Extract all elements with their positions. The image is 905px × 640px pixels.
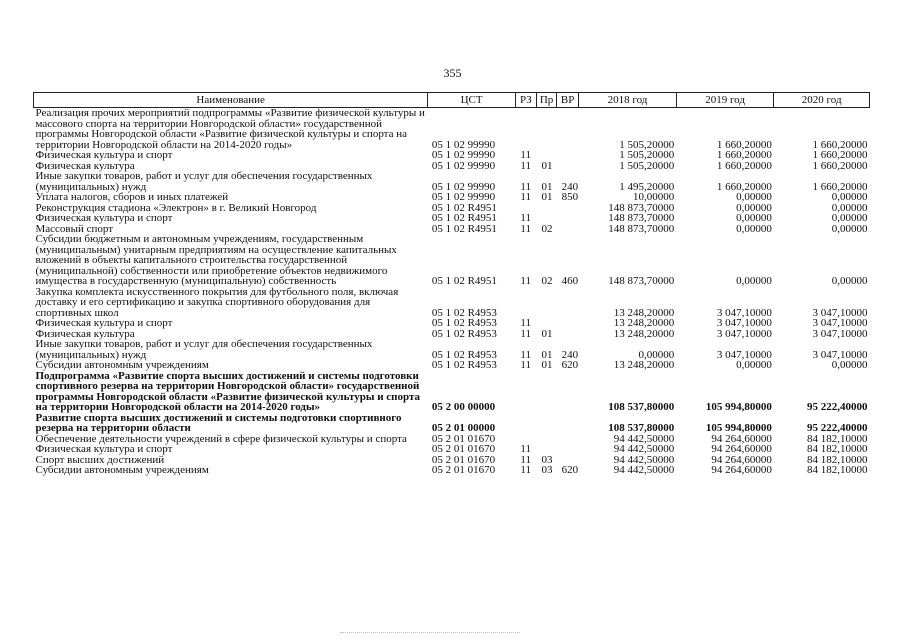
cell-name: Закупка комплекта искусственного покрытия для футбольного поля, включая доставку и его сертификацию и закупка спортивного оборудования для спортивных школ xyxy=(35,285,399,319)
cell-2020: 84 182,10000 xyxy=(807,443,868,455)
cell-rz: 11 xyxy=(520,464,531,476)
cell-pr xyxy=(536,203,556,214)
cell-vr xyxy=(557,213,579,224)
cell-cst: 05 1 02 R4951 xyxy=(431,222,497,235)
cell-pr: 01 xyxy=(541,327,553,340)
cell-cst: 05 1 02 R4953 xyxy=(431,348,497,361)
cell-vr: 240 xyxy=(561,348,579,361)
cell-2020: 1 660,20000 xyxy=(812,138,868,151)
cell-name: Физическая культура и спорт xyxy=(35,443,173,455)
cell-pr xyxy=(536,444,556,455)
cell-2018: 94 442,50000 xyxy=(613,432,675,445)
cell-2019: 1 660,20000 xyxy=(716,159,772,172)
cell-name: Массовый спорт xyxy=(35,222,114,235)
cell-2019: 3 047,10000 xyxy=(716,327,772,340)
cell-vr xyxy=(557,371,579,413)
cell-name: Подпрограмма «Развитие спорта высших достижений и системы подготовки спортивного резерва на территории Новгородской области» государственной программы Новгородской области «Развитие физической культуры и спорта на территории Новгородской области на 2014-2020 годы» xyxy=(35,369,421,413)
cell-2020: 0,00000 xyxy=(831,201,868,214)
cell-2019: 1 660,20000 xyxy=(716,138,772,151)
cell-name: Обеспечение деятельности учреждений в сфере физической культуры и спорта xyxy=(35,432,407,445)
cell-pr xyxy=(536,287,556,319)
cell-cst: 05 1 02 R4951 xyxy=(431,201,497,214)
cell-rz: 11 xyxy=(520,327,531,340)
cell-2018: 108 537,80000 xyxy=(608,422,675,434)
table-row xyxy=(34,287,870,319)
cell-2019: 0,00000 xyxy=(736,359,772,371)
cell-vr: 620 xyxy=(561,464,579,476)
cell-pr xyxy=(536,434,556,445)
cell-rz: 11 xyxy=(520,149,531,161)
cell-vr xyxy=(557,203,579,214)
table-row xyxy=(34,444,870,455)
table-row xyxy=(34,371,870,413)
cell-rz: 11 xyxy=(520,317,531,329)
cell-pr: 01 xyxy=(541,159,553,172)
cell-2019: 0,00000 xyxy=(736,275,772,287)
cell-2018: 1 505,20000 xyxy=(619,159,675,172)
cell-2018: 108 537,80000 xyxy=(608,401,675,413)
cell-2018: 148 873,70000 xyxy=(608,222,675,235)
table-row xyxy=(34,318,870,329)
cell-2019: 3 047,10000 xyxy=(716,317,772,329)
cell-2019: 0,00000 xyxy=(736,201,772,214)
cell-name: Уплата налогов, сборов и иных платежей xyxy=(35,191,229,203)
cell-pr xyxy=(536,413,556,434)
cell-2019: 3 047,10000 xyxy=(716,306,772,319)
cell-cst: 05 1 02 R4953 xyxy=(431,327,497,340)
cell-vr xyxy=(557,329,579,340)
header-2018: 2018 год xyxy=(579,93,677,108)
cell-cst: 05 1 02 R4951 xyxy=(431,212,497,224)
cell-rz: 11 xyxy=(520,453,531,466)
cell-name: Иные закупки товаров, работ и услуг для обеспечения государственных (муниципальных) нужд xyxy=(35,338,373,361)
cell-2018: 94 442,50000 xyxy=(613,443,675,455)
cell-cst: 05 2 01 01670 xyxy=(431,443,496,455)
cell-2020: 84 182,10000 xyxy=(807,464,868,476)
cell-rz: 11 xyxy=(520,359,531,371)
cell-vr xyxy=(557,434,579,445)
cell-2019: 94 264,60000 xyxy=(711,453,772,466)
cell-2020: 0,00000 xyxy=(831,191,868,203)
table-row xyxy=(34,360,870,371)
cell-2020: 0,00000 xyxy=(831,212,868,224)
cell-2018: 148 873,70000 xyxy=(608,201,675,214)
table-row xyxy=(34,213,870,224)
cell-pr xyxy=(536,371,556,413)
cell-2018: 13 248,20000 xyxy=(613,359,675,371)
cell-name: Субсидии бюджетным и автономным учреждениям, государственным (муниципальным) унитарным предприятиям на осуществление капитальных вложений в объекты капитального строительства государственной (муниципальной) собственности или приобретение объектов недвижимого имущества в государственную (муниципальную) собственность xyxy=(35,233,397,287)
cell-name: Физическая культура xyxy=(35,159,135,172)
cell-vr: 240 xyxy=(561,180,579,193)
cell-name: Физическая культура xyxy=(35,327,135,340)
cell-vr xyxy=(557,287,579,319)
cell-vr xyxy=(557,318,579,329)
cell-2020: 0,00000 xyxy=(831,359,868,371)
cell-2020: 95 222,40000 xyxy=(807,422,868,434)
cell-pr xyxy=(536,150,556,161)
cell-2020: 1 660,20000 xyxy=(812,180,868,193)
cell-cst: 05 2 01 01670 xyxy=(431,432,496,445)
cell-vr: 850 xyxy=(561,191,579,203)
cell-name: Субсидии автономным учреждениям xyxy=(35,359,209,371)
cell-2020: 0,00000 xyxy=(831,275,868,287)
cell-name: Физическая культура и спорт xyxy=(35,317,173,329)
cell-cst: 05 1 02 99990 xyxy=(431,191,496,203)
cell-2018: 13 248,20000 xyxy=(613,306,675,319)
cell-2018: 94 442,50000 xyxy=(613,464,675,476)
cell-pr: 01 xyxy=(541,191,553,203)
cell-2019: 1 660,20000 xyxy=(716,180,772,193)
cell-pr: 03 xyxy=(541,464,553,476)
table-body xyxy=(34,108,870,476)
cell-rz xyxy=(515,413,536,434)
cell-name: Развитие спорта высших достижений и системы подготовки спортивного резерва на территории области xyxy=(35,411,402,434)
cell-cst: 05 2 01 00000 xyxy=(431,422,496,434)
cell-cst: 05 2 01 01670 xyxy=(431,453,496,466)
cell-vr: 460 xyxy=(561,275,579,287)
cell-2018: 148 873,70000 xyxy=(608,212,675,224)
cell-cst: 05 1 02 99990 xyxy=(431,180,496,193)
cell-2020: 1 660,20000 xyxy=(812,149,868,161)
cell-2020: 95 222,40000 xyxy=(807,401,868,413)
cell-vr xyxy=(557,224,579,235)
cell-2019: 105 994,80000 xyxy=(705,401,772,413)
table-header-row xyxy=(34,93,870,108)
cell-cst: 05 1 02 99990 xyxy=(431,159,496,172)
cell-cst: 05 1 02 R4953 xyxy=(431,317,497,329)
cell-rz xyxy=(515,287,536,319)
budget-table xyxy=(33,92,870,476)
cell-name: Реализация прочих мероприятий подпрограммы «Развитие физической культуры и массового спорта на территории Новгородской области» государственной программы Новгородской области «Развитие физической культуры и спорта на территории Новгородской области на 2014-2020 годы» xyxy=(35,107,425,151)
cell-pr: 01 xyxy=(541,180,553,193)
cell-rz: 11 xyxy=(520,191,531,203)
cell-2020: 3 047,10000 xyxy=(812,327,868,340)
table-row xyxy=(34,234,870,287)
header-name: Наименование xyxy=(34,93,428,108)
cell-pr: 02 xyxy=(541,275,553,287)
cell-pr: 02 xyxy=(541,222,553,235)
cell-2018: 1 495,20000 xyxy=(619,180,675,193)
cell-2020: 84 182,10000 xyxy=(807,453,868,466)
cell-vr xyxy=(557,150,579,161)
header-vr: ВР xyxy=(557,93,579,108)
cell-cst: 05 2 00 00000 xyxy=(431,401,496,413)
table-row xyxy=(34,150,870,161)
cell-2018: 1 505,20000 xyxy=(619,149,675,161)
cell-pr xyxy=(536,318,556,329)
scan-artifact xyxy=(340,632,520,634)
cell-2019: 0,00000 xyxy=(736,212,772,224)
cell-2019: 94 264,60000 xyxy=(711,432,772,445)
cell-vr xyxy=(557,108,579,151)
cell-pr: 03 xyxy=(541,453,553,466)
cell-vr: 620 xyxy=(561,359,579,371)
header-2020: 2020 год xyxy=(774,93,870,108)
header-pr: Пр xyxy=(536,93,556,108)
cell-cst: 05 2 01 01670 xyxy=(431,464,496,476)
cell-2020: 3 047,10000 xyxy=(812,317,868,329)
cell-cst: 05 1 02 R4953 xyxy=(431,306,497,319)
cell-rz: 11 xyxy=(520,222,531,235)
cell-2020: 1 660,20000 xyxy=(812,159,868,172)
table-row xyxy=(34,465,870,476)
cell-2019: 0,00000 xyxy=(736,191,772,203)
cell-cst: 05 1 02 R4951 xyxy=(431,275,497,287)
header-rz: РЗ xyxy=(515,93,536,108)
page-number: 355 xyxy=(443,66,462,80)
cell-2020: 3 047,10000 xyxy=(812,348,868,361)
cell-2018: 13 248,20000 xyxy=(613,327,675,340)
cell-cst: 05 1 02 R4953 xyxy=(431,359,497,371)
cell-vr xyxy=(557,161,579,172)
cell-2020: 3 047,10000 xyxy=(812,306,868,319)
cell-cst: 05 1 02 99990 xyxy=(431,149,496,161)
cell-name: Иные закупки товаров, работ и услуг для обеспечения государственных (муниципальных) нужд xyxy=(35,170,373,193)
cell-name: Реконструкция стадиона «Электрон» в г. Великий Новгород xyxy=(35,201,317,214)
cell-pr xyxy=(536,213,556,224)
cell-2019: 3 047,10000 xyxy=(716,348,772,361)
cell-rz: 11 xyxy=(520,180,531,193)
cell-2019: 94 264,60000 xyxy=(711,464,772,476)
cell-name: Физическая культура и спорт xyxy=(35,212,173,224)
table-row xyxy=(34,413,870,434)
cell-rz: 11 xyxy=(520,348,531,361)
table-row xyxy=(34,108,870,151)
cell-2018: 0,00000 xyxy=(638,348,675,361)
cell-rz: 11 xyxy=(520,275,531,287)
cell-pr: 01 xyxy=(541,359,553,371)
cell-2018: 10,00000 xyxy=(633,191,675,203)
cell-rz xyxy=(515,108,536,151)
table-row xyxy=(34,171,870,192)
table-row xyxy=(34,192,870,203)
header-cst: ЦСТ xyxy=(428,93,516,108)
cell-2018: 1 505,20000 xyxy=(619,138,675,151)
cell-vr xyxy=(557,413,579,434)
cell-rz: 11 xyxy=(520,212,531,224)
cell-vr xyxy=(557,444,579,455)
cell-2019: 1 660,20000 xyxy=(716,149,772,161)
cell-rz: 11 xyxy=(520,443,531,455)
cell-pr xyxy=(536,108,556,151)
cell-2018: 13 248,20000 xyxy=(613,317,675,329)
cell-name: Спорт высших достижений xyxy=(35,453,165,466)
cell-rz: 11 xyxy=(520,159,531,172)
cell-2020: 84 182,10000 xyxy=(807,432,868,445)
cell-2020: 0,00000 xyxy=(831,222,868,235)
cell-2018: 94 442,50000 xyxy=(613,453,675,466)
cell-pr: 01 xyxy=(541,348,553,361)
cell-2019: 94 264,60000 xyxy=(711,443,772,455)
table-row xyxy=(34,339,870,360)
header-2019: 2019 год xyxy=(676,93,774,108)
cell-name: Физическая культура и спорт xyxy=(35,149,173,161)
cell-cst: 05 1 02 99990 xyxy=(431,138,496,151)
cell-2019: 105 994,80000 xyxy=(705,422,772,434)
cell-2019: 0,00000 xyxy=(736,222,772,235)
cell-2018: 148 873,70000 xyxy=(608,275,675,287)
cell-name: Субсидии автономным учреждениям xyxy=(35,464,209,476)
cell-rz xyxy=(515,371,536,413)
